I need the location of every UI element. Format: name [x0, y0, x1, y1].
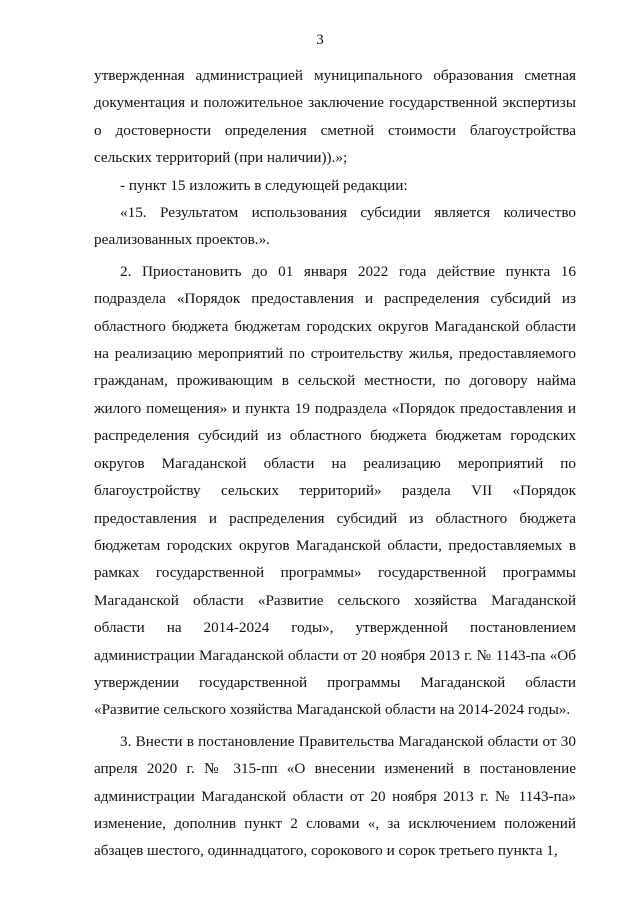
paragraph-clause-2: 2. Приостановить до 01 января 2022 года действие пункта 16 подраздела «Порядок предоставления и распределения субсидий из областного бюджета бюджетам городских округов Магаданской области на реализацию мероприятий по строительству жилья, предоставляемого гражданам, проживающим в сельской местности, по договору найма жилого помещения» и пункта 19 подраздела «Порядок предоставления и распределения субсидий из областного бюджета бюджетам городских округов Магаданской области на реализацию мероприятий по благоустройству сельских территорий» раздела VII «Порядок предоставления и распределения субсидий из областного бюджета бюджетам городских округов Магаданской области, предоставляемых в рамках государственной программы» государственной программы Магаданской области «Развитие сельского хозяйства Магаданской области на 2014-2024 годы», утвержденной постановлением администрации Магаданской области от 20 ноября 2013 г. № 1143-па «Об утверждении государственной программы Магаданской области «Развитие сельского хозяйства Магаданской области на 2014-2024 годы». [94, 262, 576, 719]
document-body [94, 62, 576, 865]
paragraph-item-15-text: «15. Результатом использования субсидии является количество реализованных проектов.». [94, 204, 576, 249]
page-number: 3 [316, 32, 324, 48]
paragraph-continuation: утвержденная администрацией муниципального образования сметная документация и положительное заключение государственной экспертизы о достоверности определения сметной стоимости благоустройства сельских территорий (при наличии)).»; [94, 67, 576, 167]
paragraph-clause-3: 3. Внести в постановление Правительства Магаданской области от 30 апреля 2020 г. № 315-пп «О внесении изменений в постановление администрации Магаданской области от 20 ноября 2013 г. № 1143-па» изменение, дополнив пункт 2 словами «, за исключением положений абзацев шестого, одиннадцатого, сорокового и сорок третьего пункта 1, [94, 732, 576, 860]
paragraph-item-15-instruction: - пункт 15 изложить в следующей редакции: [120, 176, 408, 194]
